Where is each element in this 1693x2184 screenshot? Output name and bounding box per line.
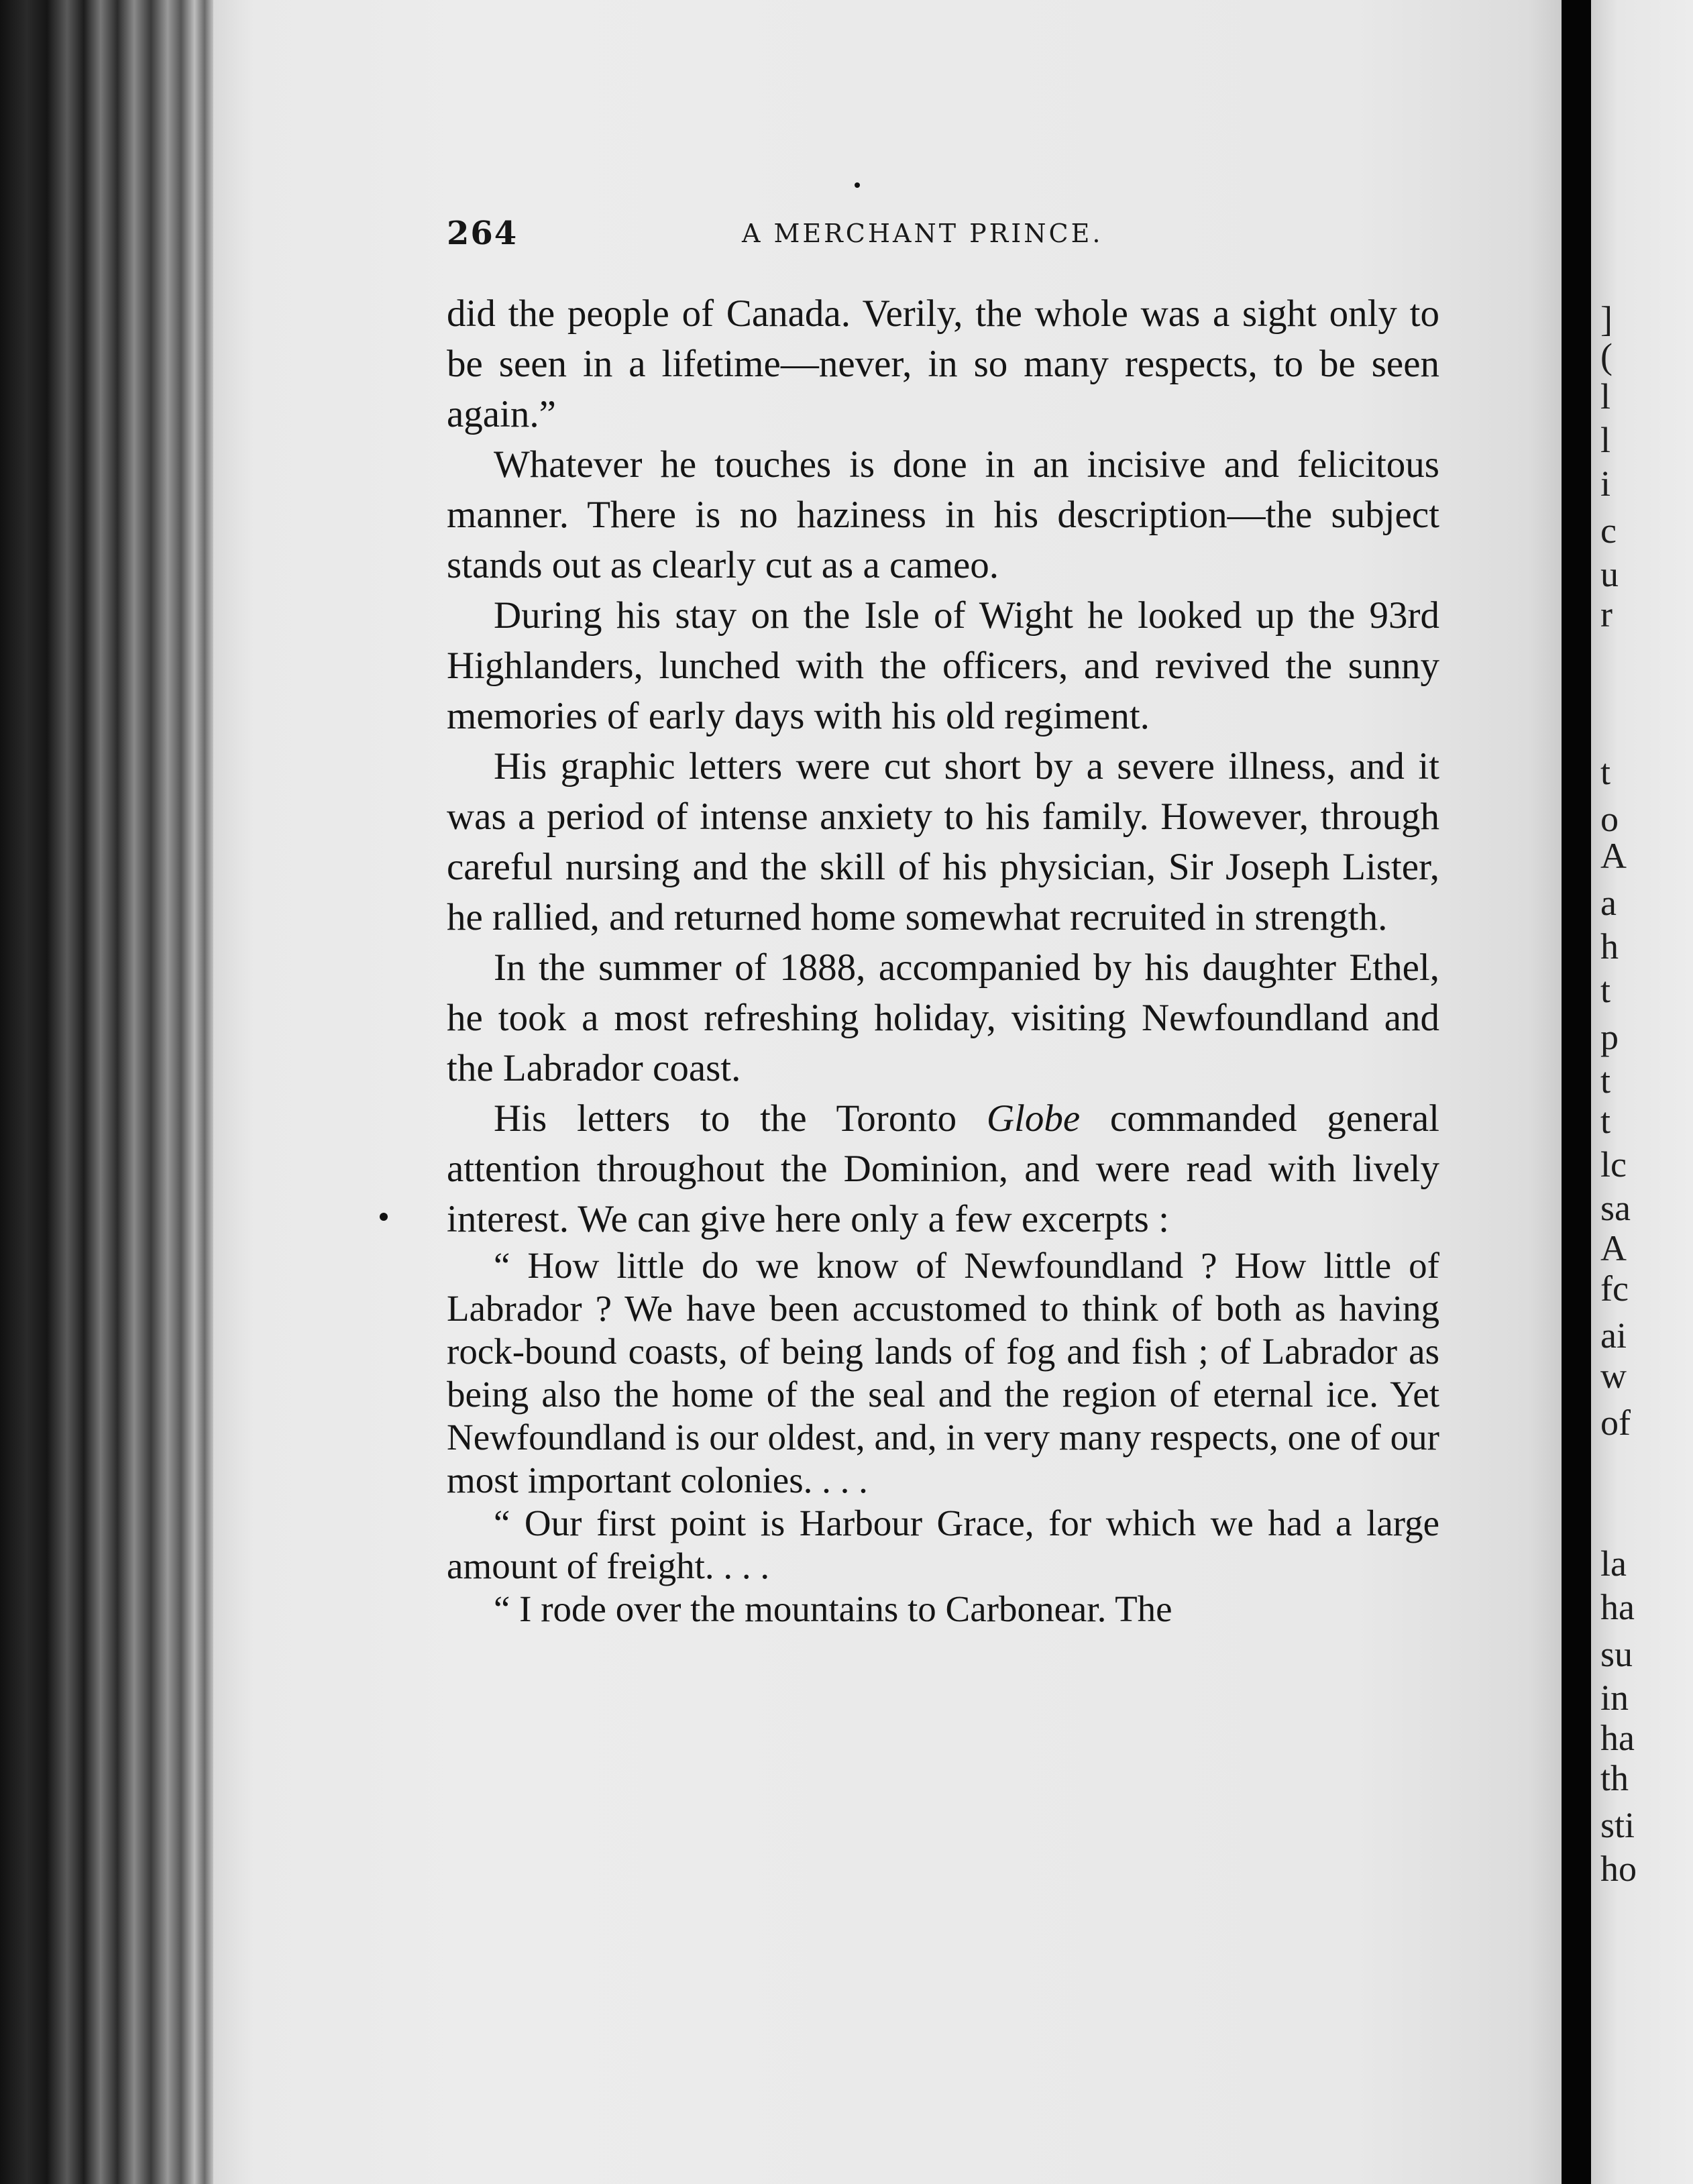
next-page-line-fragment: fc bbox=[1600, 1268, 1629, 1309]
next-page-line-fragment: t bbox=[1600, 1101, 1611, 1141]
quotation: “ I rode over the mountains to Carbonear. The bbox=[494, 1588, 1172, 1629]
next-page-line-fragment: ha bbox=[1600, 1718, 1635, 1758]
next-page-line-fragment: ( bbox=[1600, 336, 1613, 376]
page-body bbox=[447, 288, 1439, 1631]
running-title: A MERCHANT PRINCE. bbox=[742, 219, 1103, 248]
paragraph: During his stay on the Isle of Wight he looked up the 93rd Highlanders, lunched with the officers, and revived the sunny memories of early days with his old regiment. bbox=[447, 594, 1439, 737]
next-page-line-fragment: t bbox=[1600, 752, 1611, 792]
next-page-line-fragment: in bbox=[1600, 1678, 1629, 1718]
next-page-line-fragment: u bbox=[1600, 554, 1619, 594]
newspaper-title: Globe bbox=[986, 1097, 1081, 1140]
book-gutter bbox=[1562, 0, 1591, 2184]
next-page-line-fragment: l bbox=[1600, 376, 1611, 417]
next-page-line-fragment: t bbox=[1600, 970, 1611, 1010]
paragraph: In the summer of 1888, accompanied by his daughter Ethel, he took a most refreshing holiday, visiting Newfoundland and the Labrador coast. bbox=[447, 946, 1439, 1089]
next-page-line-fragment: h bbox=[1600, 926, 1619, 967]
quotation: “ How little do we know of Newfoundland ? How little of Labrador ? We have been accustomed to think of both as having rock-bound coasts, of being lands of fog and fish ; of Labrador as being also the home of the seal and the region of eternal ice. Yet Newfoundland is our oldest, and, in very many respects, one of our most important colonies. . . . bbox=[447, 1245, 1439, 1500]
next-page-line-fragment: p bbox=[1600, 1017, 1619, 1057]
next-page-line-fragment: l bbox=[1600, 420, 1611, 460]
next-page-line-fragment: su bbox=[1600, 1634, 1633, 1674]
next-page-line-fragment: A bbox=[1600, 1228, 1627, 1268]
next-page-line-fragment: of bbox=[1600, 1403, 1631, 1443]
next-page-line-fragment: a bbox=[1600, 883, 1617, 923]
next-page-line-fragment: o bbox=[1600, 799, 1619, 839]
next-page-line-fragment: c bbox=[1600, 510, 1617, 551]
next-page-line-fragment: sti bbox=[1600, 1805, 1635, 1845]
next-page-line-fragment: t bbox=[1600, 1060, 1611, 1101]
next-page-line-fragment: w bbox=[1600, 1356, 1627, 1396]
paragraph-text: commanded general attention throughout the Dominion, and were read with lively interest. We can give here only a few excerpts : bbox=[447, 1097, 1439, 1240]
next-page-line-fragment: la bbox=[1600, 1543, 1627, 1584]
paragraph-text: His letters to the Toronto bbox=[494, 1097, 987, 1140]
paragraph: His graphic letters were cut short by a severe illness, and it was a period of intense anxiety to his family. However, through careful nursing and the skill of his physician, Sir Joseph Lister, he rallied, and returned home somewhat recruited in strength. bbox=[447, 745, 1439, 938]
paragraph: did the people of Canada. Verily, the whole was a sight only to be seen in a lifetime—never, in so many respects, to be seen again.” bbox=[447, 292, 1439, 435]
next-page-line-fragment: A bbox=[1600, 836, 1627, 876]
running-head bbox=[447, 215, 1433, 262]
next-page-line-fragment: r bbox=[1600, 594, 1613, 635]
next-page-line-fragment: i bbox=[1600, 463, 1611, 504]
next-page-fragment bbox=[1591, 0, 1693, 2184]
next-page-line-fragment: ha bbox=[1600, 1587, 1635, 1627]
next-page-line-fragment: ho bbox=[1600, 1849, 1637, 1889]
paragraph: Whatever he touches is done in an incisive and felicitous manner. There is no haziness in his description—the subject stands out as clearly cut as a cameo. bbox=[447, 443, 1439, 586]
ink-speck bbox=[380, 1213, 388, 1221]
next-page-line-fragment: ai bbox=[1600, 1315, 1627, 1356]
next-page-line-fragment: ] bbox=[1600, 299, 1613, 339]
ink-speck bbox=[855, 182, 860, 188]
paragraph bbox=[447, 1093, 1439, 1244]
next-page-line-fragment: th bbox=[1600, 1758, 1629, 1798]
next-page-line-fragment: lc bbox=[1600, 1144, 1627, 1185]
quotation: “ Our first point is Harbour Grace, for which we had a large amount of freight. . . . bbox=[447, 1503, 1439, 1586]
page-number: 264 bbox=[447, 215, 518, 252]
next-page-line-fragment: sa bbox=[1600, 1188, 1631, 1228]
book-page-edges bbox=[0, 0, 221, 2184]
